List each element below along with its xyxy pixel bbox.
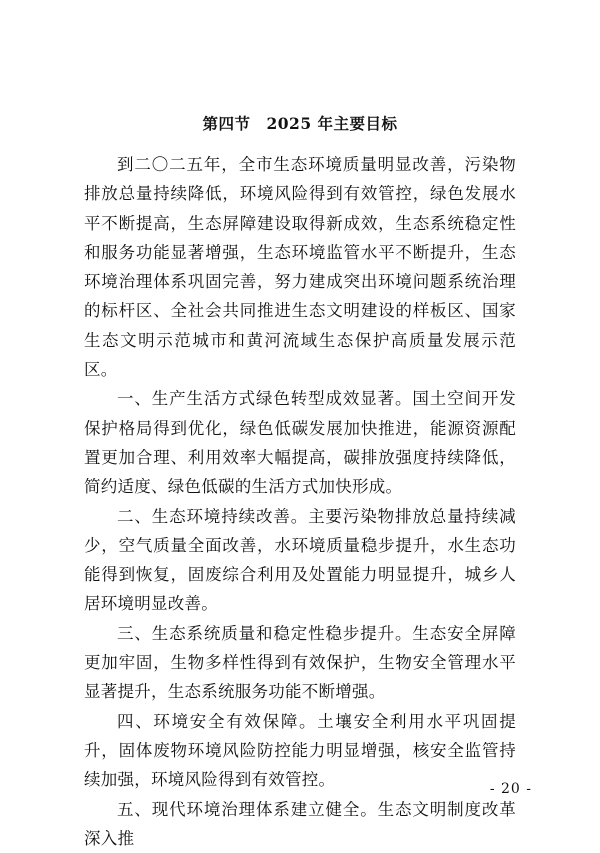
paragraph-intro: 到二〇二五年，全市生态环境质量明显改善，污染物排放总量持续降低，环境风险得到有效管控，绿色发展水平不断提高，生态屏障建设取得新成效，生态系统稳定性和服务功能显著增强，生态环境监管水平不断提升，生态环境治理体系巩固完善，努力建成突出环境问题系统治理的标杆区、全社会共同推进生态文明建设的样板区、国家生态文明示范城市和黄河流域生态保护高质量发展示范区。 (84, 155, 516, 380)
paragraph-goal-5: 五、现代环境治理体系建立健全。生态文明制度改革深入推 (84, 799, 516, 848)
section-title: 第四节 2025 年主要目标 (202, 114, 398, 133)
paragraph-goal-2: 二、生态环境持续改善。主要污染物排放总量持续减少，空气质量全面改善，水环境质量稳步提升，水生态功能得到恢复，固废综合利用及处置能力明显提升，城乡人居环境明显改善。 (84, 506, 516, 614)
paragraph-goal-3: 三、生态系统质量和稳定性稳步提升。生态安全屏障更加牢固，生物多样性得到有效保护，生物安全管理水平显著提升，生态系统服务功能不断增强。 (84, 623, 516, 702)
body-text (84, 150, 516, 853)
paragraph-goal-1: 一、生产生活方式绿色转型成效显著。国土空间开发保护格局得到优化，绿色低碳发展加快推进，能源资源配置更加合理、利用效率大幅提高，碳排放强度持续降低，简约适度、绿色低碳的生活方式加快形成。 (84, 389, 516, 497)
page-number: - 20 - (489, 781, 532, 797)
paragraph-goal-4: 四、环境安全有效保障。土壤安全利用水平巩固提升，固体废物环境风险防控能力明显增强，核安全监管持续加强，环境风险得到有效管控。 (84, 711, 516, 790)
